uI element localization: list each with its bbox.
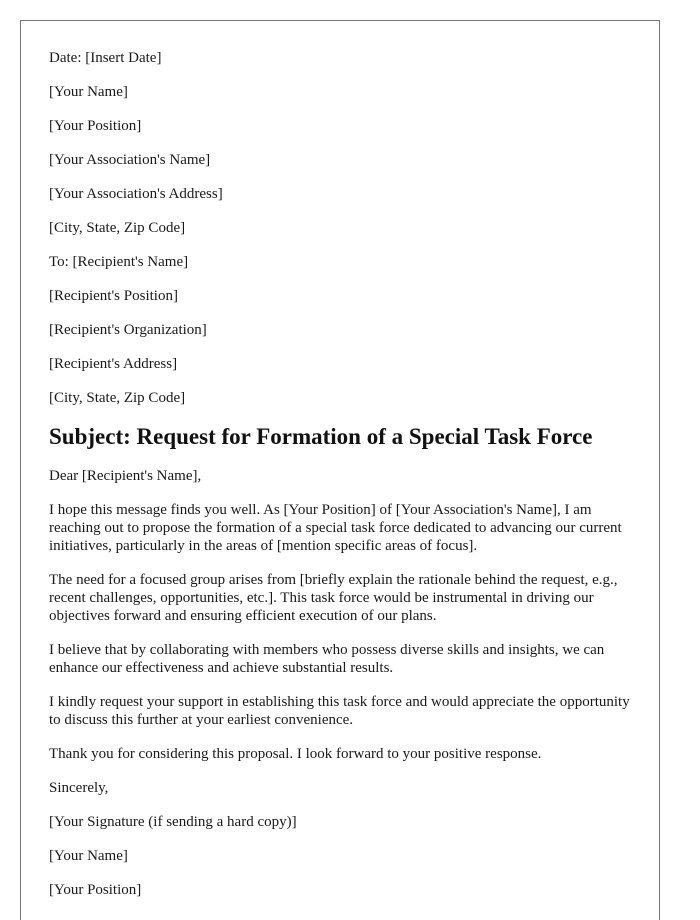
sender-address: [Your Association's Address] [49,186,223,202]
letter-subject: Subject: Request for Formation of a Special Task Force [49,424,593,449]
letter-content [49,49,633,915]
letter-closing: Sincerely, [49,780,109,796]
sender-association: [Your Association's Name] [49,152,211,168]
body-paragraph: Thank you for considering this proposal. I look forward to your positive response. [49,746,542,762]
recipient-address: [Recipient's Address] [49,356,178,372]
body-paragraph: I hope this message finds you well. As [Your Position] of [Your Association's Name], I am reaching out to propose the formation of a special task force dedicated to advancing our current initiatives, particularly in the areas of [mention specific areas of focus]. [49,502,622,554]
sender-position: [Your Position] [49,118,142,134]
letter-date: Date: [Insert Date] [49,50,162,66]
body-paragraph: I believe that by collaborating with members who possess diverse skills and insights, we can enhance our effectiveness and achieve substantial results. [49,642,605,676]
body-paragraph: I kindly request your support in establishing this task force and would appreciate the opportunity to discuss this further at your earliest convenience. [49,694,630,728]
sender-name: [Your Name] [49,84,128,100]
closing-position: [Your Position] [49,882,142,898]
recipient-position: [Recipient's Position] [49,288,178,304]
letter-page [20,20,660,920]
closing-name: [Your Name] [49,848,128,864]
recipient-organization: [Recipient's Organization] [49,322,207,338]
recipient-city-state-zip: [City, State, Zip Code] [49,390,186,406]
letter-salutation: Dear [Recipient's Name], [49,468,202,484]
recipient-name: To: [Recipient's Name] [49,254,189,270]
letter-signature: [Your Signature (if sending a hard copy)] [49,814,297,830]
body-paragraph: The need for a focused group arises from [briefly explain the rationale behind the request, e.g., recent challenges, opportunities, etc.]. This task force would be instrumental in driving our objectives forward and ensuring efficient execution of our plans. [49,572,618,624]
sender-city-state-zip: [City, State, Zip Code] [49,220,186,236]
